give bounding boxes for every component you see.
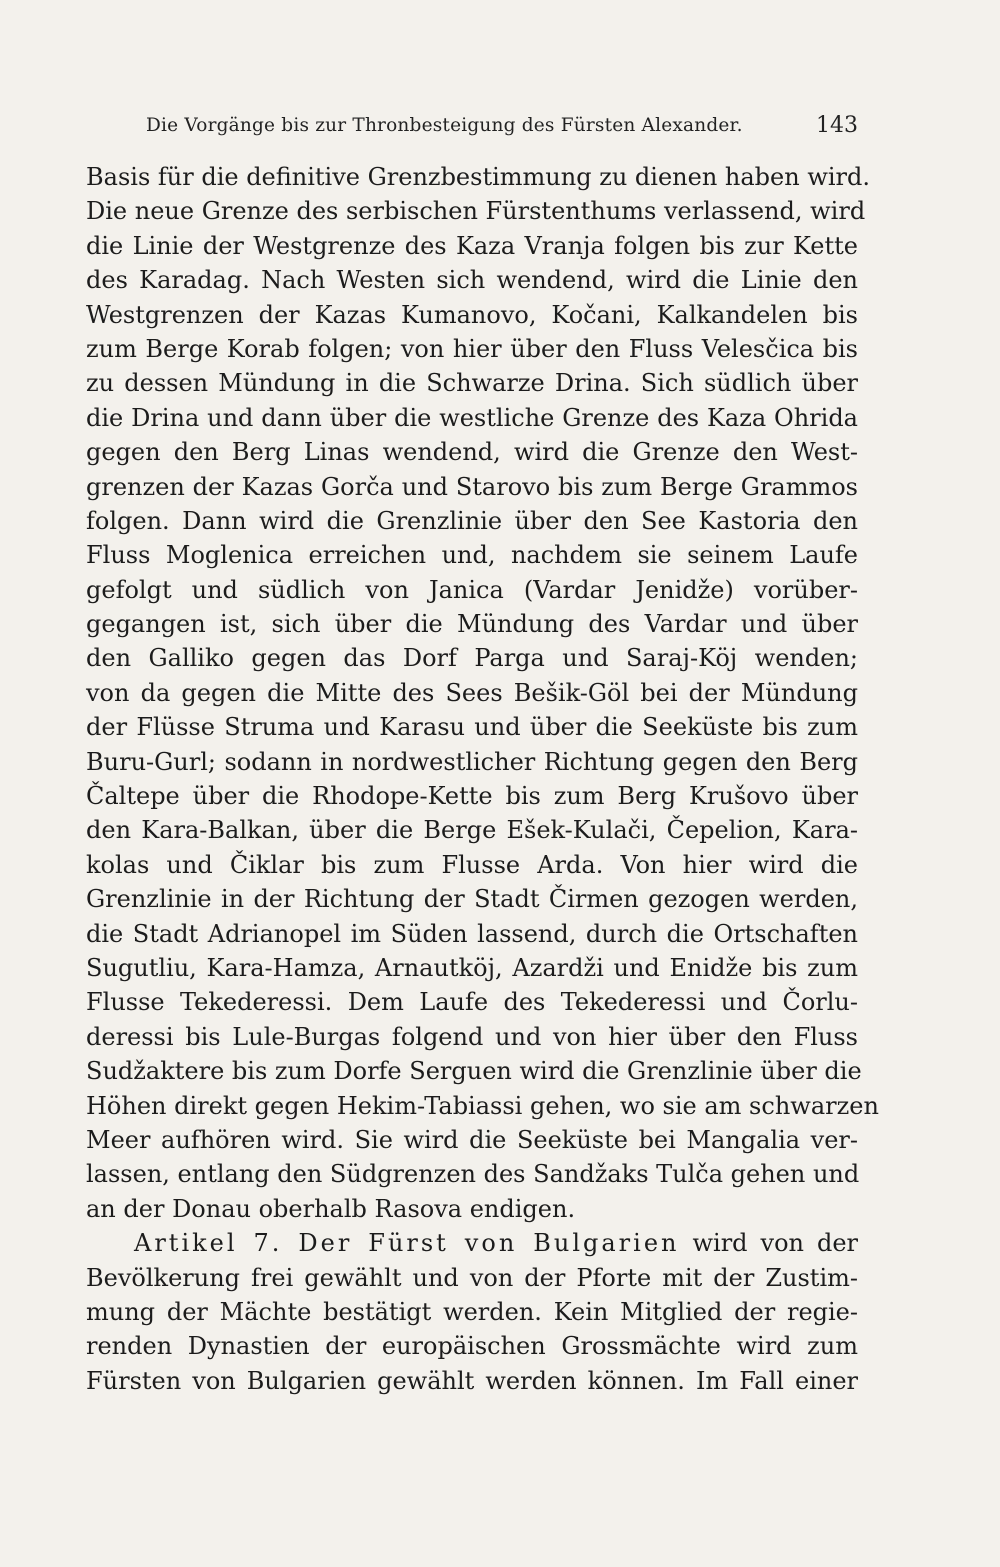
body-text (86, 160, 879, 1398)
text-line: Grenzlinie in der Richtung der Stadt Čirmen gezogen werden, (86, 885, 858, 914)
text-line: von da gegen die Mitte des Sees Bešik-Göl bei der Mündung (86, 678, 858, 707)
page-number: 143 (816, 113, 858, 138)
text-line: die Linie der Westgrenze des Kaza Vranja folgen bis zur Kette (86, 231, 858, 260)
text-line: deressi bis Lule-Burgas folgend und von hier über den Fluss (86, 1022, 858, 1051)
text-line: Die neue Grenze des serbischen Fürstenthums verlassend, wird (86, 197, 866, 226)
text-line: Meer aufhören wird. Sie wird die Seeküste bei Mangalia ver- (86, 1125, 858, 1154)
article-7-first-line (86, 1226, 858, 1260)
page-header (146, 113, 858, 143)
text-line: gegen den Berg Linas wendend, wird die Grenze den West- (86, 438, 858, 467)
text-line: Fürsten von Bulgarien gewählt werden können. Im Fall einer (86, 1366, 858, 1395)
text-line: Buru-Gurl; sodann in nordwestlicher Richtung gegen den Berg (86, 747, 858, 776)
text-line: zum Berge Korab folgen; von hier über den Fluss Velesčica bis (86, 334, 858, 363)
text-line: des Karadag. Nach Westen sich wendend, wird die Linie den (86, 266, 858, 295)
text-line: renden Dynastien der europäischen Grossmächte wird zum (86, 1332, 858, 1361)
text-line: die Stadt Adrianopel im Süden lassend, durch die Ortschaften (86, 919, 858, 948)
text-line: mung der Mächte bestätigt werden. Kein Mitglied der regie- (86, 1297, 858, 1326)
text-line: Basis für die definitive Grenzbestimmung zu dienen haben wird. (86, 163, 871, 191)
text-line: zu dessen Mündung in die Schwarze Drina. Sich südlich über (86, 369, 858, 398)
running-title: Die Vorgänge bis zur Thronbesteigung des Fürsten Alexander. (146, 115, 743, 136)
text-line: Čaltepe über die Rhodope-Kette bis zum Berg Krušovo über (86, 782, 858, 811)
text-line: der Flüsse Struma und Karasu und über die Seeküste bis zum (86, 713, 858, 742)
text-line: gegangen ist, sich über die Mündung des Vardar und über (86, 610, 858, 639)
text-line: kolas und Čiklar bis zum Flusse Arda. Von hier wird die (86, 850, 858, 879)
article-7-first-line-rest: wird von der (692, 1229, 858, 1258)
text-line: folgen. Dann wird die Grenzlinie über den See Kastoria den (86, 506, 858, 535)
text-line: Sugutliu, Kara-Hamza, Arnautköj, Azardži und Enidže bis zum (86, 953, 858, 982)
article-7-heading: Artikel 7. Der Fürst von Bulgarien (134, 1229, 680, 1258)
text-line: Bevölkerung frei gewählt und von der Pforte mit der Zustim- (86, 1263, 858, 1292)
text-line: Westgrenzen der Kazas Kumanovo, Kočani, Kalkandelen bis (86, 300, 858, 329)
text-line: die Drina und dann über die westliche Grenze des Kaza Ohrida (86, 403, 858, 432)
text-line: grenzen der Kazas Gorča und Starovo bis zum Berge Grammos (86, 472, 858, 501)
text-line: lassen, entlang den Südgrenzen des Sandžaks Tulča gehen und (86, 1160, 860, 1189)
text-line: Fluss Moglenica erreichen und, nachdem sie seinem Laufe (86, 541, 858, 570)
text-line: gefolgt und südlich von Janica (Vardar Jenidže) vorüber- (86, 575, 858, 604)
text-line: den Kara-Balkan, über die Berge Ešek-Kulači, Čepelion, Kara- (86, 816, 858, 845)
text-line: den Galliko gegen das Dorf Parga und Saraj-Köj wenden; (86, 644, 858, 673)
paragraph-end-line: an der Donau oberhalb Rasova endigen. (86, 1194, 576, 1223)
text-line: Sudžaktere bis zum Dorfe Serguen wird die Grenzlinie über die (86, 1057, 862, 1086)
text-line: Höhen direkt gegen Hekim-Tabiassi gehen, wo sie am schwarzen (86, 1091, 879, 1120)
text-line: Flusse Tekederessi. Dem Laufe des Tekederessi und Čorlu- (86, 988, 858, 1017)
